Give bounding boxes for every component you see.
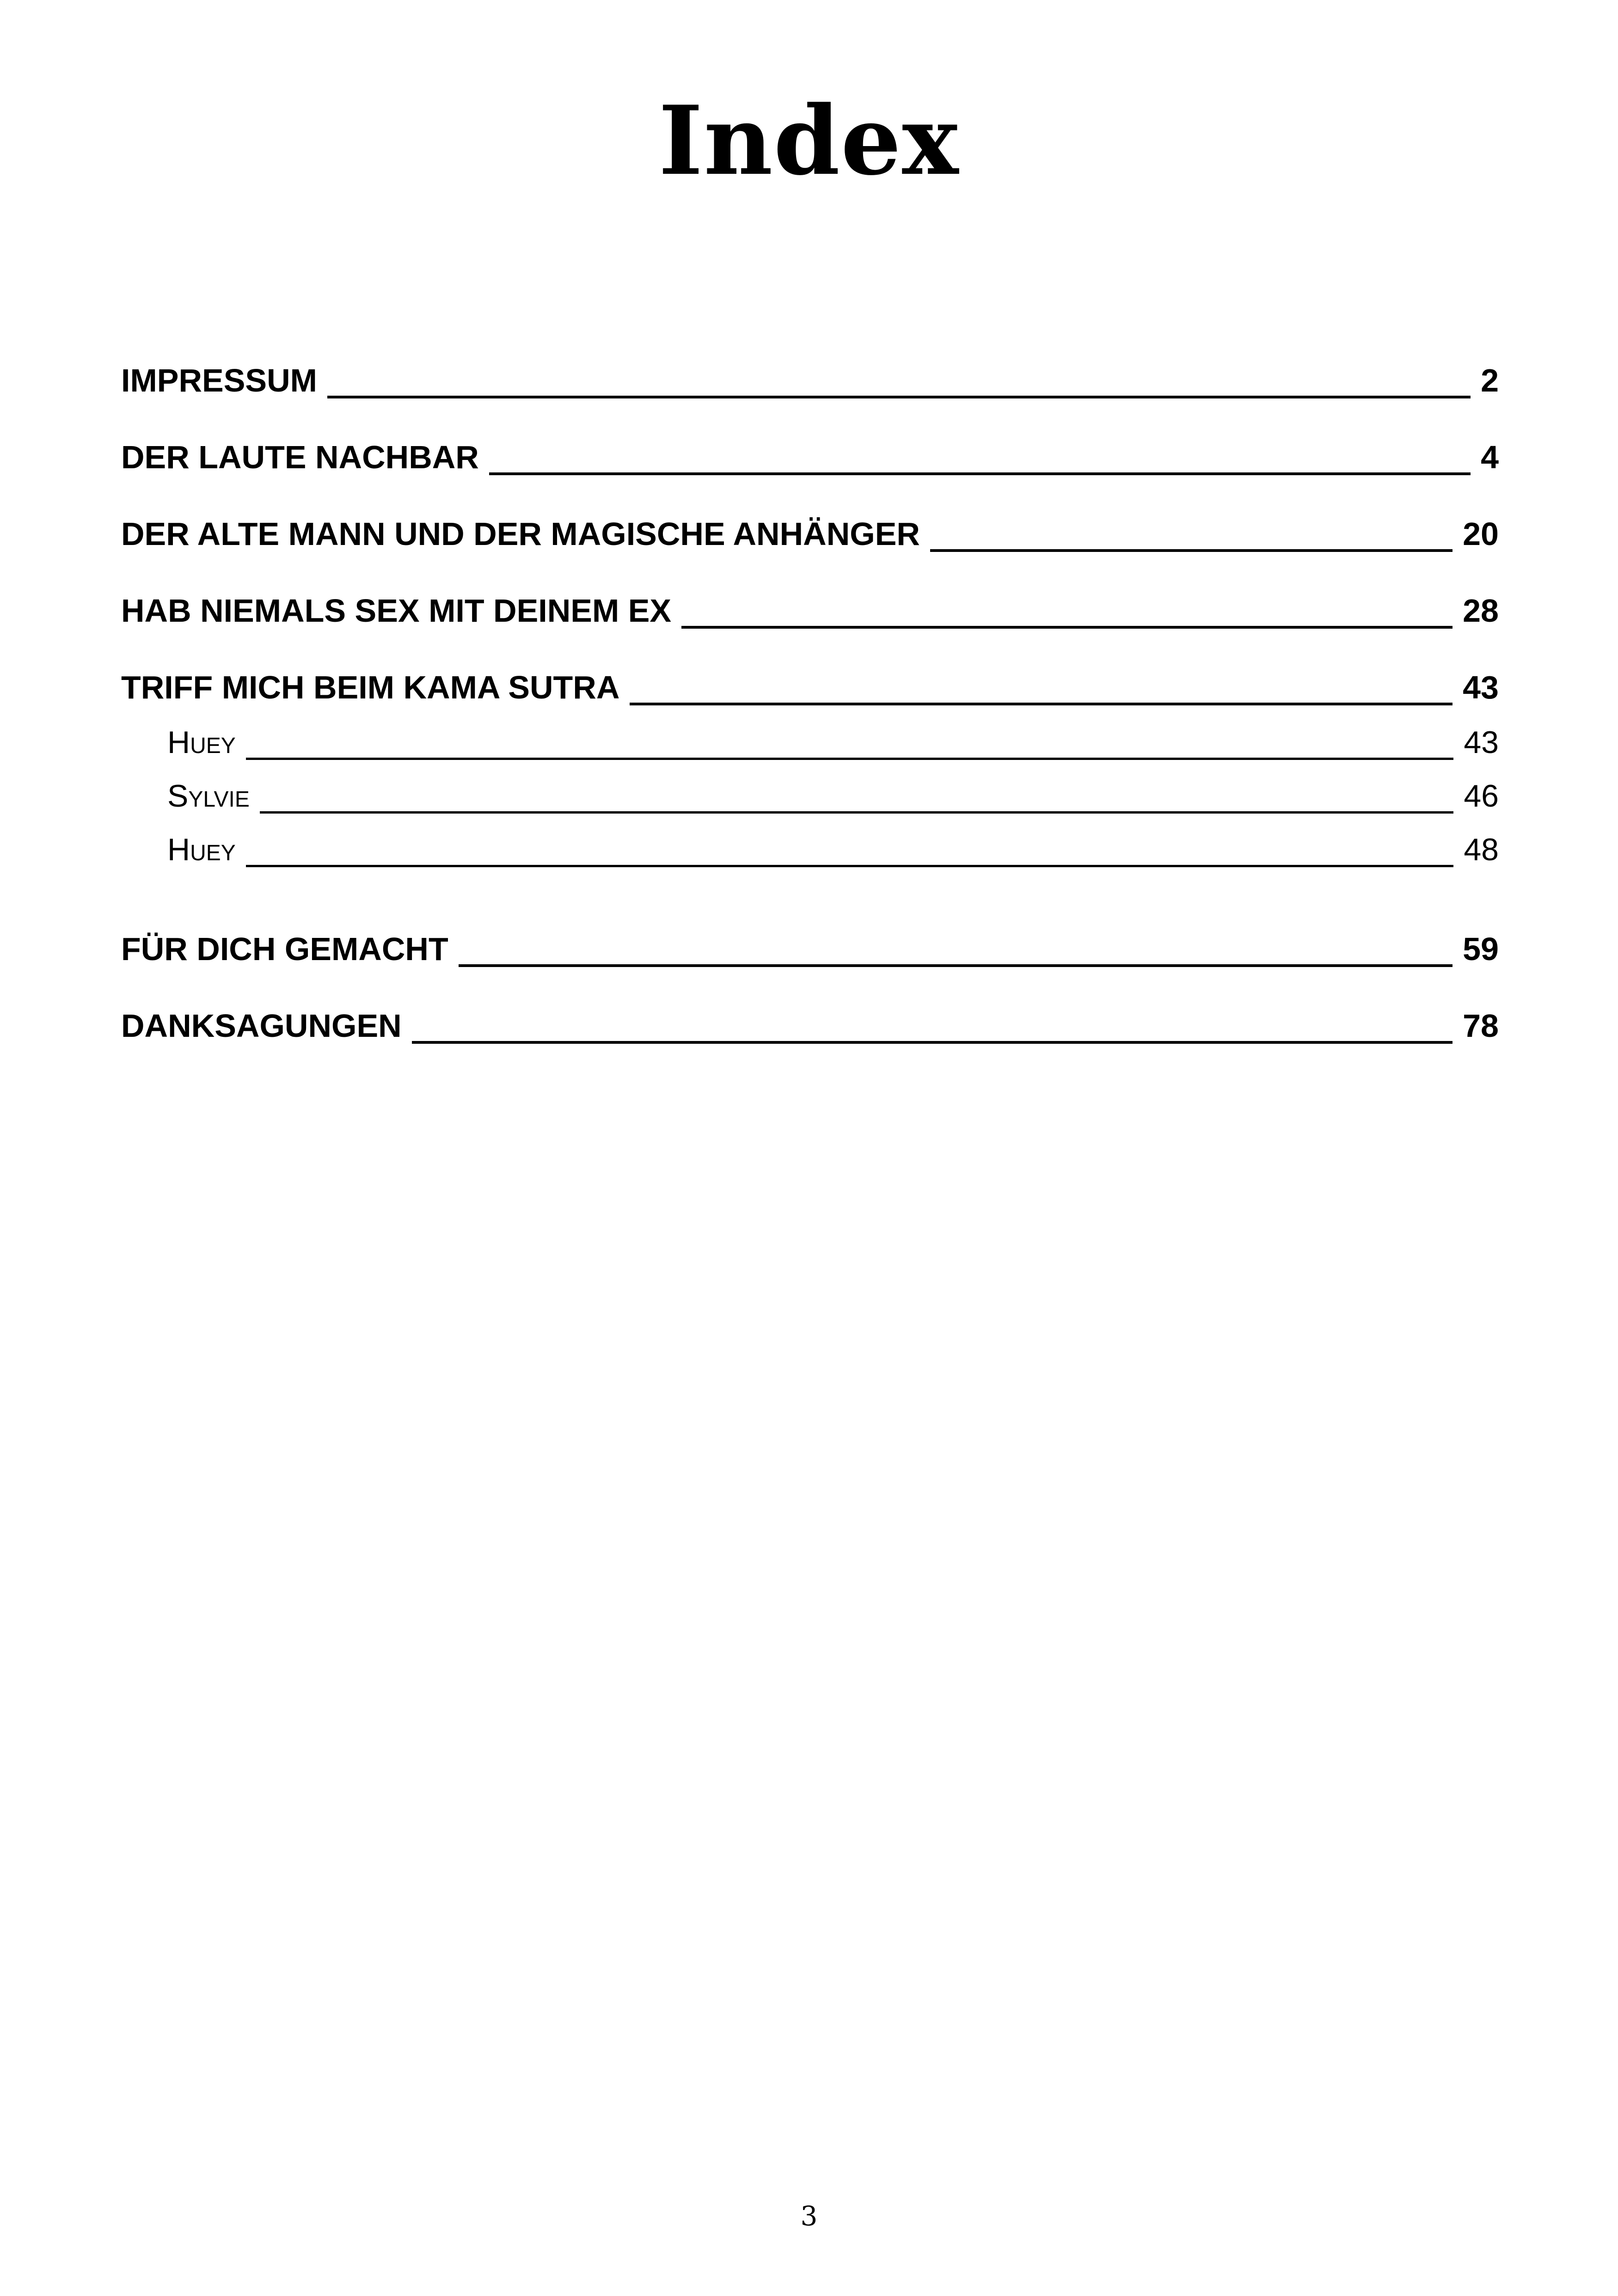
toc-entry[interactable] xyxy=(121,554,1499,631)
toc-entry[interactable] xyxy=(121,892,1499,969)
toc-subentry[interactable] xyxy=(121,762,1499,815)
table-of-contents xyxy=(121,324,1499,1046)
toc-entry-page: 78 xyxy=(1463,1008,1499,1044)
toc-entry-page: 43 xyxy=(1463,669,1499,705)
page-number: 3 xyxy=(800,2200,818,2232)
toc-subentry-page: 43 xyxy=(1464,725,1499,760)
leader-line xyxy=(246,758,1454,760)
leader-line xyxy=(412,1041,1453,1044)
toc-entry-label: HAB NIEMALS SEX MIT DEINEM EX xyxy=(121,593,672,629)
leader-line xyxy=(459,964,1453,967)
toc-entry-label: DANKSAGUNGEN xyxy=(121,1008,402,1044)
leader-line xyxy=(930,549,1453,552)
toc-entry-label: IMPRESSUM xyxy=(121,362,317,398)
toc-entry[interactable] xyxy=(121,400,1499,477)
toc-subentry-label: Sylvie xyxy=(167,778,250,814)
leader-line xyxy=(630,703,1453,705)
leader-line xyxy=(246,865,1454,867)
page-title: Index xyxy=(658,86,960,196)
toc-entry-page: 2 xyxy=(1481,362,1499,398)
toc-subentry[interactable] xyxy=(121,815,1499,869)
toc-subentry-page: 46 xyxy=(1464,778,1499,814)
toc-entry-label: DER ALTE MANN UND DER MAGISCHE ANHÄNGER xyxy=(121,516,920,552)
toc-entry-label: TRIFF MICH BEIM KAMA SUTRA xyxy=(121,669,620,705)
toc-subentry-label: Huey xyxy=(167,725,236,760)
toc-entry-page: 59 xyxy=(1463,931,1499,967)
toc-entry[interactable] xyxy=(121,324,1499,400)
toc-subentry-page: 48 xyxy=(1464,832,1499,867)
toc-entry[interactable] xyxy=(121,631,1499,707)
leader-line xyxy=(327,396,1471,398)
toc-entry[interactable] xyxy=(121,969,1499,1046)
toc-entry-page: 20 xyxy=(1463,516,1499,552)
toc-entry-label: DER LAUTE NACHBAR xyxy=(121,439,479,475)
leader-line xyxy=(260,811,1453,814)
leader-line xyxy=(681,626,1453,629)
toc-entry-page: 4 xyxy=(1481,439,1499,475)
toc-subentry-label: Huey xyxy=(167,832,236,867)
toc-entry-page: 28 xyxy=(1463,593,1499,629)
toc-entry[interactable] xyxy=(121,477,1499,554)
leader-line xyxy=(489,472,1471,475)
toc-subentry[interactable] xyxy=(121,708,1499,762)
toc-entry-label: FÜR DICH GEMACHT xyxy=(121,931,448,967)
